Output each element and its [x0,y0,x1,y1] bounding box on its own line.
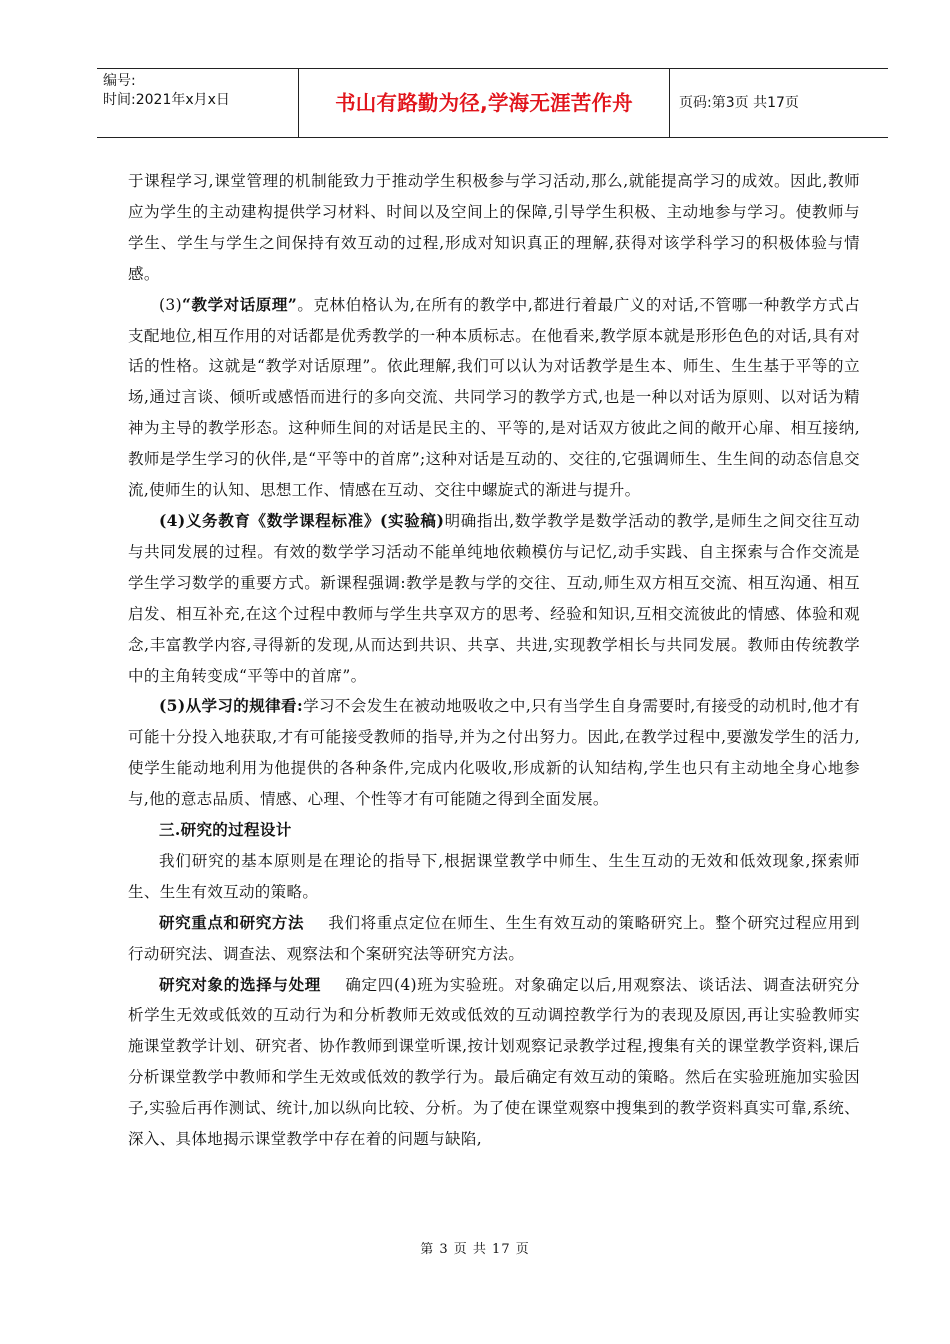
header-meta [97,69,299,137]
paragraph-learning-law [128,691,860,815]
paragraph-dialogue-principle [128,290,860,506]
paragraph-bold-lead: (5)从学习的规律看: [159,696,304,716]
header-page-number: 页码:第3页 共17页 [679,95,799,111]
page-header [97,68,888,138]
paragraph: 我们研究的基本原则是在理论的指导下,根据课堂教学中师生、生生互动的无效和低效现象,探索师生、生生有效互动的策略。 [128,851,860,901]
paragraph-text: 。克林伯格认为,在所有的教学中,都进行着最广义的对话,不管哪一种教学方式占支配地位,相互作用的对话都是优秀教学的一种本质标志。在他看来,教学原本就是形形色色的对话,具有对话的性格。这就是“教学对话原理”。依此理解,我们可以认为对话教学是生本、师生、生生基于平等的立场,通过言谈、倾听或感悟而进行的多向交流、共同学习的教学方式,也是一种以对话为原则、以对话为精神为主导的教学形态。这种师生间的对话是民主的、平等的,是对话双方彼此之间的敞开心扉、相互接纳,教师是学生学习的伙伴,是“平等中的首席”;这种对话是互动的、交往的,它强调师生、生生间的动态信息交流,使师生的认知、思想工作、情感在互动、交往中螺旋式的渐进与提升。 [128,295,861,500]
paragraph-text: 我们将重点定位在师生、生生有效互动的策略研究上。整个研究过程应用到行动研究法、调查法、观察法和个案研究法等研究方法。 [128,913,860,963]
paragraph-bold-lead: “教学对话原理” [182,294,298,314]
paragraph-text: 确定四(4)班为实验班。对象确定以后,用观察法、谈话法、调查法研究分析学生无效或低效的互动行为和分析教师无效或低效的互动调控教学行为的表现及原因,再让实验教师实施课堂教学计划、研究者、协作教师到课堂听课,按计划观察记录教学过程,搜集有关的课堂教学资料,课后分析课堂教学中教师和学生无效或低效的教学行为。最后确定有效互动的策略。然后在实验班施加实验因子,实验后再作测试、统计,加以纵向比较、分析。为了使在课堂观察中搜集到的教学资料真实可靠,系统、深入、具体地揭示课堂教学中存在着的问题与缺陷, [128,975,860,1149]
paragraph-text: 学习不会发生在被动地吸收之中,只有当学生自身需要时,有接受的动机时,他才有可能十分投入地获取,才有可能接受教师的指导,并为之付出努力。因此,在教学过程中,要激发学生的活力,使学生能动地利用为他提供的各种条件,完成内化吸收,形成新的认知结构,学生也只有主动地全身心地参与,他的意志品质、情感、心理、个性等才有可能随之得到全面发展。 [128,697,860,809]
paragraph-curriculum-standard [128,506,860,691]
document-body [128,166,860,1155]
paragraph-bold-lead: 研究对象的选择与处理 [159,974,321,994]
paragraph-text: 明确指出,数学教学是数学活动的教学,是师生之间交往互动与共同发展的过程。有效的数学学习活动不能单纯地依赖模仿与记忆,动手实践、自主探索与合作交流是学生学习数学的重要方式。新课程强调:教学是教与学的交往、互动,师生双方相互交流、相互沟通、相互启发、相互补充,在这个过程中教师与学生共享双方的思考、经验和知识,互相交流彼此的情感、体验和观念,丰富教学内容,寻得新的发现,从而达到共识、共享、共进,实现教学相长与共同发展。教师由传统教学中的主角转变成“平等中的首席”。 [128,511,860,685]
document-number-label: 编号: [103,73,136,89]
document-time-label: 时间:2021年x月x日 [103,92,230,108]
paragraph-bold-lead: 研究重点和研究方法 [159,912,305,932]
paragraph-research-subject [128,970,860,1155]
header-motto: 书山有路勤为径,学海无涯苦作舟 [299,69,670,137]
paragraph: 于课程学习,课堂管理的机制能致力于推动学生积极参与学习活动,那么,就能提高学习的成效。因此,教师应为学生的主动建构提供学习材料、时间以及空间上的保障,引导学生积极、主动地参与学习。使教师与学生、学生与学生之间保持有效互动的过程,形成对知识真正的理解,获得对该学科学习的积极体验与情感。 [128,172,860,283]
page-footer: 第 3 页 共 17 页 [420,1242,530,1257]
paragraph-research-focus [128,908,860,970]
section-heading: 三.研究的过程设计 [159,820,292,840]
paragraph-bold-lead: (4)义务教育《数学课程标准》(实验稿) [159,510,445,530]
paragraph-number: (3) [159,295,183,314]
